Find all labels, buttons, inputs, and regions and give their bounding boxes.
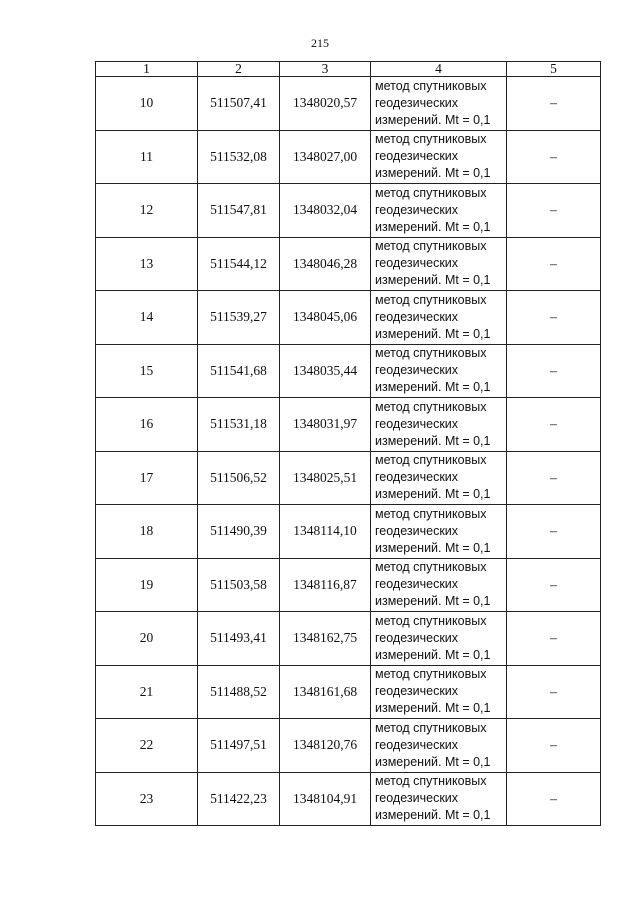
note-cell: – — [507, 130, 601, 184]
y-coordinate-cell: 1348120,76 — [280, 719, 371, 773]
y-coordinate-cell: 1348114,10 — [280, 505, 371, 559]
x-coordinate-cell: 511497,51 — [198, 719, 280, 773]
table-row — [96, 344, 601, 398]
x-coordinate-cell: 511532,08 — [198, 130, 280, 184]
y-coordinate-cell: 1348046,28 — [280, 237, 371, 291]
x-coordinate-cell: 511493,41 — [198, 612, 280, 666]
method-cell: метод спутниковых геодезических измерений. Mt = 0,1 — [371, 558, 507, 612]
note-cell: – — [507, 772, 601, 826]
column-header-4: 4 — [371, 62, 507, 77]
table-row — [96, 719, 601, 773]
point-number-cell: 10 — [96, 77, 198, 131]
method-cell: метод спутниковых геодезических измерений. Mt = 0,1 — [371, 772, 507, 826]
y-coordinate-cell: 1348035,44 — [280, 344, 371, 398]
note-cell: – — [507, 505, 601, 559]
point-number-cell: 14 — [96, 291, 198, 345]
x-coordinate-cell: 511422,23 — [198, 772, 280, 826]
column-header-1: 1 — [96, 62, 198, 77]
note-cell: – — [507, 665, 601, 719]
table-row — [96, 130, 601, 184]
y-coordinate-cell: 1348045,06 — [280, 291, 371, 345]
coordinates-table — [95, 61, 601, 826]
method-cell: метод спутниковых геодезических измерений. Mt = 0,1 — [371, 291, 507, 345]
x-coordinate-cell: 511541,68 — [198, 344, 280, 398]
method-cell: метод спутниковых геодезических измерений. Mt = 0,1 — [371, 612, 507, 666]
table-row — [96, 772, 601, 826]
x-coordinate-cell: 511547,81 — [198, 184, 280, 238]
method-cell: метод спутниковых геодезических измерений. Mt = 0,1 — [371, 130, 507, 184]
point-number-cell: 12 — [96, 184, 198, 238]
x-coordinate-cell: 511488,52 — [198, 665, 280, 719]
note-cell: – — [507, 719, 601, 773]
point-number-cell: 17 — [96, 451, 198, 505]
column-header-5: 5 — [507, 62, 601, 77]
point-number-cell: 23 — [96, 772, 198, 826]
note-cell: – — [507, 451, 601, 505]
column-header-3: 3 — [280, 62, 371, 77]
point-number-cell: 21 — [96, 665, 198, 719]
page-number: 215 — [311, 36, 329, 50]
point-number-cell: 15 — [96, 344, 198, 398]
table-row — [96, 558, 601, 612]
point-number-cell: 16 — [96, 398, 198, 452]
method-cell: метод спутниковых геодезических измерений. Mt = 0,1 — [371, 665, 507, 719]
table-row — [96, 291, 601, 345]
note-cell: – — [507, 344, 601, 398]
method-cell: метод спутниковых геодезических измерений. Mt = 0,1 — [371, 344, 507, 398]
note-cell: – — [507, 398, 601, 452]
y-coordinate-cell: 1348031,97 — [280, 398, 371, 452]
method-cell: метод спутниковых геодезических измерений. Mt = 0,1 — [371, 451, 507, 505]
note-cell: – — [507, 612, 601, 666]
table-row — [96, 505, 601, 559]
table-row — [96, 612, 601, 666]
note-cell: – — [507, 237, 601, 291]
table-row — [96, 184, 601, 238]
point-number-cell: 22 — [96, 719, 198, 773]
method-cell: метод спутниковых геодезических измерений. Mt = 0,1 — [371, 505, 507, 559]
method-cell: метод спутниковых геодезических измерений. Mt = 0,1 — [371, 184, 507, 238]
point-number-cell: 19 — [96, 558, 198, 612]
table-row — [96, 77, 601, 131]
y-coordinate-cell: 1348020,57 — [280, 77, 371, 131]
x-coordinate-cell: 511544,12 — [198, 237, 280, 291]
method-cell: метод спутниковых геодезических измерений. Mt = 0,1 — [371, 237, 507, 291]
point-number-cell: 11 — [96, 130, 198, 184]
column-header-2: 2 — [198, 62, 280, 77]
point-number-cell: 13 — [96, 237, 198, 291]
point-number-cell: 20 — [96, 612, 198, 666]
note-cell: – — [507, 77, 601, 131]
y-coordinate-cell: 1348116,87 — [280, 558, 371, 612]
table-row — [96, 398, 601, 452]
y-coordinate-cell: 1348161,68 — [280, 665, 371, 719]
y-coordinate-cell: 1348032,04 — [280, 184, 371, 238]
x-coordinate-cell: 511531,18 — [198, 398, 280, 452]
x-coordinate-cell: 511507,41 — [198, 77, 280, 131]
x-coordinate-cell: 511539,27 — [198, 291, 280, 345]
method-cell: метод спутниковых геодезических измерений. Mt = 0,1 — [371, 719, 507, 773]
method-cell: метод спутниковых геодезических измерений. Mt = 0,1 — [371, 398, 507, 452]
note-cell: – — [507, 291, 601, 345]
table-row — [96, 451, 601, 505]
table-row — [96, 665, 601, 719]
table-row — [96, 237, 601, 291]
point-number-cell: 18 — [96, 505, 198, 559]
x-coordinate-cell: 511490,39 — [198, 505, 280, 559]
y-coordinate-cell: 1348104,91 — [280, 772, 371, 826]
x-coordinate-cell: 511503,58 — [198, 558, 280, 612]
note-cell: – — [507, 558, 601, 612]
method-cell: метод спутниковых геодезических измерений. Mt = 0,1 — [371, 77, 507, 131]
y-coordinate-cell: 1348162,75 — [280, 612, 371, 666]
table-header-row — [96, 62, 601, 77]
note-cell: – — [507, 184, 601, 238]
x-coordinate-cell: 511506,52 — [198, 451, 280, 505]
y-coordinate-cell: 1348027,00 — [280, 130, 371, 184]
y-coordinate-cell: 1348025,51 — [280, 451, 371, 505]
